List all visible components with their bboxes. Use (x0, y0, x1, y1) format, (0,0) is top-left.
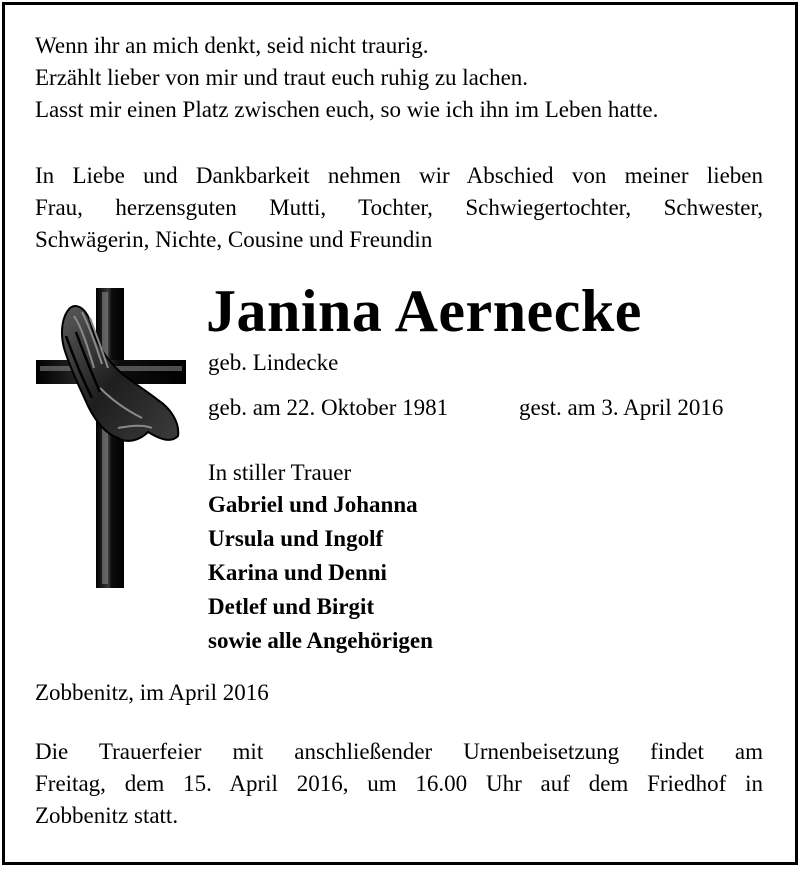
place-date: Zobbenitz, im April 2016 (35, 680, 269, 705)
funeral-line: Die Trauerfeier mit anschließender Urnenbeisetzung findet am (35, 739, 763, 764)
funeral-line: Zobbenitz statt. (35, 803, 179, 828)
deceased-name: Janina Aernecke (206, 278, 642, 344)
cross-with-praying-hands-icon (30, 288, 190, 598)
mourner-name: Detlef und Birgit (208, 594, 375, 619)
poem-line: Wenn ihr an mich denkt, seid nicht traurig. (35, 33, 429, 58)
intro-line: Schwägerin, Nichte, Cousine und Freundin (35, 227, 433, 252)
intro-line: In Liebe und Dankbarkeit nehmen wir Abschied von meiner lieben (35, 163, 763, 188)
mourner-name: Karina und Denni (208, 560, 387, 585)
death-date: gest. am 3. April 2016 (519, 395, 724, 420)
poem-line: Lasst mir einen Platz zwischen euch, so wie ich ihn im Leben hatte. (35, 97, 659, 122)
mourner-name: sowie alle Angehörigen (208, 628, 433, 653)
birth-date: geb. am 22. Oktober 1981 (208, 395, 449, 420)
mourner-name: Gabriel und Johanna (208, 492, 418, 517)
mourners-heading: In stiller Trauer (208, 460, 352, 485)
intro-line: Frau, herzensguten Mutti, Tochter, Schwiegertochter, Schwester, (35, 195, 763, 220)
mourner-name: Ursula und Ingolf (208, 526, 384, 551)
poem-line: Erzählt lieber von mir und traut euch ruhig zu lachen. (35, 65, 529, 90)
maiden-name: geb. Lindecke (208, 350, 339, 375)
funeral-line: Freitag, dem 15. April 2016, um 16.00 Uhr auf dem Friedhof in (35, 771, 763, 796)
